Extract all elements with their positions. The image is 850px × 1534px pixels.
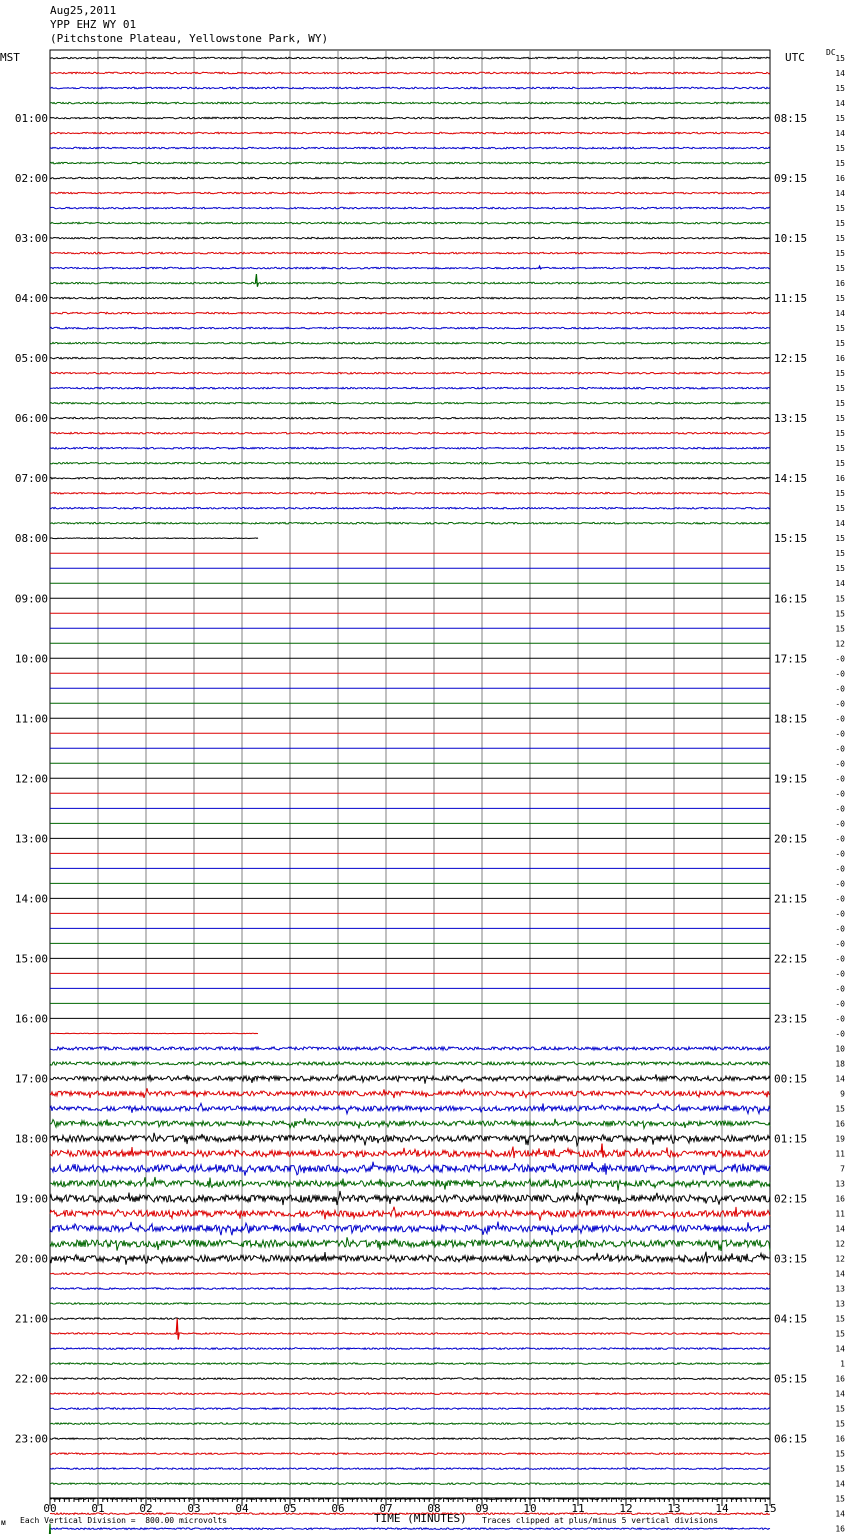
trace-row	[50, 1074, 770, 1083]
mst-hour-label: 04:00	[14, 292, 48, 306]
mst-hour-label: 13:00	[14, 832, 48, 846]
dc-offset-value: 16	[835, 1374, 845, 1384]
x-tick-label: 00	[43, 1502, 57, 1515]
dc-offset-value: 14	[835, 129, 845, 139]
dc-offset-value: 16	[835, 1524, 845, 1534]
utc-hour-label: 21:15	[774, 892, 808, 906]
dc-offset-value: 15	[835, 624, 845, 634]
dc-offset-value: -0	[835, 1029, 845, 1039]
mst-hour-label: 09:00	[14, 592, 48, 606]
x-tick-label: 06	[331, 1502, 345, 1515]
dc-offset-value: 15	[835, 1419, 845, 1429]
trace-row	[50, 1252, 770, 1265]
x-axis-label: TIME (MINUTES)	[374, 1512, 467, 1525]
dc-offset-value: 15	[835, 219, 845, 229]
dc-offset-value: 12	[835, 1239, 845, 1249]
dc-offset-value: 15	[835, 84, 845, 94]
dc-offset-value: -0	[835, 999, 845, 1009]
trace-row	[50, 492, 770, 494]
dc-offset-value: 15	[835, 609, 845, 619]
utc-hour-label: 09:15	[774, 172, 808, 186]
trace-row	[50, 1288, 770, 1290]
dc-offset-value: 1	[840, 1359, 845, 1369]
trace-row	[50, 1453, 770, 1455]
x-tick-label: 10	[523, 1502, 537, 1515]
event-spike	[255, 274, 258, 287]
trace-row	[50, 207, 770, 209]
dc-offset-value: 14	[835, 309, 845, 319]
dc-offset-value: 15	[835, 414, 845, 424]
trace-row	[50, 282, 770, 284]
utc-hour-label: 16:15	[774, 592, 808, 606]
trace-row	[50, 1147, 770, 1159]
utc-hour-label: 02:15	[774, 1192, 808, 1206]
dc-offset-value: -0	[835, 879, 845, 889]
utc-hour-label: 14:15	[774, 472, 808, 486]
trace-row	[50, 222, 770, 224]
trace-row	[50, 372, 770, 374]
dc-offset-value: 19	[835, 1134, 845, 1144]
mst-axis-label: MST	[0, 51, 20, 64]
mst-hour-label: 17:00	[14, 1072, 48, 1086]
trace-row	[50, 1303, 770, 1305]
dc-offset-value: 15	[835, 144, 845, 154]
trace-row	[50, 357, 770, 359]
dc-offset-value: 15	[835, 459, 845, 469]
dc-offset-value: -0	[835, 729, 845, 739]
trace-row	[50, 132, 770, 134]
dc-offset-value: 16	[835, 354, 845, 364]
trace-row	[50, 342, 770, 344]
mst-hour-label: 21:00	[14, 1312, 48, 1326]
trace-row	[50, 462, 770, 464]
utc-hour-label: 20:15	[774, 832, 808, 846]
dc-offset-value: 15	[835, 159, 845, 169]
dc-offset-value: 15	[835, 1449, 845, 1459]
event-spike	[601, 1144, 604, 1158]
dc-offset-value: 15	[835, 1329, 845, 1339]
mst-hour-label: 15:00	[14, 952, 48, 966]
trace-row	[50, 538, 259, 539]
dc-offset-value: 14	[835, 1344, 845, 1354]
trace-row	[50, 312, 770, 314]
trace-row	[50, 1438, 770, 1440]
dc-offset-value: -0	[835, 834, 845, 844]
trace-row	[50, 1103, 770, 1113]
dc-offset-value: -0	[835, 714, 845, 724]
utc-hour-label: 18:15	[774, 712, 808, 726]
dc-offset-value: -0	[835, 684, 845, 694]
plot-frame	[50, 50, 770, 1498]
trace-row	[50, 162, 770, 164]
dc-offset-value: 14	[835, 1509, 845, 1519]
dc-offset-value: 15	[835, 1104, 845, 1114]
mst-hour-label: 14:00	[14, 892, 48, 906]
trace-row	[50, 1033, 259, 1034]
dc-offset-value: -0	[835, 984, 845, 994]
dc-offset-value: 15	[835, 534, 845, 544]
dc-offset-value: 18	[835, 1059, 845, 1069]
dc-offset-value: 14	[835, 519, 845, 529]
trace-row	[50, 402, 770, 404]
dc-offset-value: -0	[835, 954, 845, 964]
utc-hour-label: 06:15	[774, 1432, 808, 1446]
trace-row	[50, 147, 770, 149]
event-spike	[539, 266, 542, 269]
x-tick-label: 01	[91, 1502, 105, 1515]
trace-row	[50, 447, 770, 449]
dc-offset-value: -0	[835, 789, 845, 799]
trace-row	[50, 1348, 770, 1350]
trace-row	[50, 387, 770, 389]
footer-mark: ᴍ	[1, 1518, 6, 1527]
trace-row	[50, 297, 770, 299]
trace-row	[50, 1393, 770, 1395]
mst-hour-label: 07:00	[14, 472, 48, 486]
utc-hour-label: 10:15	[774, 232, 808, 246]
mst-hour-label: 18:00	[14, 1132, 48, 1146]
trace-row	[50, 117, 770, 119]
dc-offset-value: 12	[835, 1254, 845, 1264]
dc-offset-value: -0	[835, 1014, 845, 1024]
trace-row	[50, 1333, 770, 1335]
x-tick-label: 15	[763, 1502, 777, 1515]
utc-hour-label: 15:15	[774, 532, 808, 546]
dc-offset-value: 14	[835, 1074, 845, 1084]
dc-offset-value: 9	[840, 1089, 845, 1099]
trace-row	[50, 1528, 770, 1530]
dc-offset-value: -0	[835, 924, 845, 934]
mst-hour-label: 22:00	[14, 1372, 48, 1386]
trace-row	[50, 1207, 770, 1221]
x-tick-label: 04	[235, 1502, 249, 1515]
dc-offset-value: 16	[835, 1194, 845, 1204]
trace-row	[50, 1162, 770, 1176]
mst-hour-label: 20:00	[14, 1252, 48, 1266]
utc-hour-label: 22:15	[774, 952, 808, 966]
dc-offset-value: 15	[835, 594, 845, 604]
trace-row	[50, 522, 770, 524]
dc-offset-value: -0	[835, 909, 845, 919]
trace-row	[50, 1088, 770, 1098]
utc-hour-label: 04:15	[774, 1312, 808, 1326]
x-tick-label: 12	[619, 1502, 633, 1515]
utc-hour-label: 12:15	[774, 352, 808, 366]
dc-offset-value: -0	[835, 864, 845, 874]
dc-offset-value: -0	[835, 894, 845, 904]
mst-hour-label: 06:00	[14, 412, 48, 426]
dc-offset-value: 15	[835, 54, 845, 63]
dc-offset-value: -0	[835, 774, 845, 784]
trace-row	[50, 1378, 770, 1380]
dc-offset-value: 10	[835, 1044, 845, 1054]
trace-row	[50, 267, 770, 269]
trace-row	[50, 327, 770, 329]
x-tick-label: 07	[379, 1502, 393, 1515]
dc-offset-value: 14	[835, 69, 845, 79]
dc-offset-value: 12	[835, 639, 845, 649]
dc-offset-value: 15	[835, 339, 845, 349]
station-location: (Pitchstone Plateau, Yellowstone Park, WY)	[50, 32, 329, 45]
trace-row	[50, 1318, 770, 1320]
utc-axis-label: UTC	[785, 51, 805, 64]
trace-row	[50, 1177, 770, 1191]
trace-row	[50, 432, 770, 434]
dc-offset-value: 11	[835, 1209, 845, 1219]
trace-row	[50, 1363, 770, 1365]
dc-offset-value: 13	[835, 1284, 845, 1294]
dc-offset-value: 16	[835, 279, 845, 289]
trace-row	[50, 237, 770, 239]
dc-offset-value: 15	[835, 399, 845, 409]
x-tick-label: 09	[475, 1502, 489, 1515]
dc-offset-value: -0	[835, 669, 845, 679]
trace-row	[50, 1483, 770, 1485]
dc-offset-value: -0	[835, 654, 845, 664]
trace-row	[50, 177, 770, 179]
dc-offset-value: 15	[835, 294, 845, 304]
dc-offset-value: 16	[835, 474, 845, 484]
x-tick-label: 08	[427, 1502, 441, 1515]
dc-offset-value: 7	[840, 1164, 845, 1174]
x-tick-label: 13	[667, 1502, 681, 1515]
dc-offset-value: 15	[835, 324, 845, 334]
trace-row	[50, 1423, 770, 1425]
trace-row	[50, 1133, 770, 1146]
trace-row	[50, 1118, 770, 1128]
dc-offset-value: 15	[835, 444, 845, 454]
dc-offset-value: 15	[835, 1314, 845, 1324]
dc-offset-value: -0	[835, 699, 845, 709]
dc-offset-value: 13	[835, 1299, 845, 1309]
dc-offset-value: 16	[835, 1119, 845, 1129]
mst-hour-label: 19:00	[14, 1192, 48, 1206]
mst-hour-label: 23:00	[14, 1432, 48, 1446]
dc-offset-value: 15	[835, 429, 845, 439]
x-tick-label: 02	[139, 1502, 153, 1515]
mst-hour-label: 12:00	[14, 772, 48, 786]
plot-date: Aug25,2011	[50, 4, 117, 17]
dc-offset-value: 14	[835, 1269, 845, 1279]
trace-row	[50, 102, 770, 104]
scale-note: Each Vertical Division = 800.00 microvolts	[20, 1516, 228, 1525]
dc-offset-value: 15	[835, 204, 845, 214]
utc-hour-label: 05:15	[774, 1372, 808, 1386]
x-tick-label: 05	[283, 1502, 297, 1515]
mst-hour-label: 03:00	[14, 232, 48, 246]
dc-offset-value: 15	[835, 1494, 845, 1504]
trace-row	[50, 507, 770, 509]
x-tick-label: 03	[187, 1502, 201, 1515]
trace-row	[50, 1273, 770, 1275]
mst-hour-label: 08:00	[14, 532, 48, 546]
trace-row	[50, 1191, 770, 1205]
trace-row	[50, 57, 770, 59]
dc-offset-value: 15	[835, 549, 845, 559]
mst-hour-label: 10:00	[14, 652, 48, 666]
dc-offset-value: 15	[835, 1464, 845, 1474]
dc-offset-value: -0	[835, 819, 845, 829]
dc-offset-value: -0	[835, 939, 845, 949]
clip-note: Traces clipped at plus/minus 5 vertical divisions	[482, 1516, 719, 1525]
dc-offset-value: 14	[835, 1389, 845, 1399]
mst-hour-label: 05:00	[14, 352, 48, 366]
trace-row	[50, 417, 770, 419]
dc-offset-value: 16	[835, 174, 845, 184]
dc-offset-value: 16	[835, 1434, 845, 1444]
trace-row	[50, 1408, 770, 1410]
station-code: YPP EHZ WY 01	[50, 18, 137, 31]
dc-offset-value: 13	[835, 1179, 845, 1189]
dc-offset-value: 14	[835, 1224, 845, 1234]
x-tick-label: 11	[571, 1502, 585, 1515]
utc-hour-label: 19:15	[774, 772, 808, 786]
dc-offset-value: -0	[835, 744, 845, 754]
utc-hour-label: 01:15	[774, 1132, 808, 1146]
utc-hour-label: 03:15	[774, 1252, 808, 1266]
trace-row	[50, 1047, 770, 1050]
dc-offset-value: 14	[835, 1479, 845, 1489]
trace-row	[50, 1222, 770, 1236]
trace-row	[50, 1237, 770, 1251]
mst-hour-label: 16:00	[14, 1012, 48, 1026]
dc-offset-value: 15	[835, 564, 845, 574]
dc-offset-value: 15	[835, 249, 845, 259]
dc-offset-value: 14	[835, 579, 845, 589]
dc-offset-value: 15	[835, 114, 845, 124]
dc-offset-value: 15	[835, 264, 845, 274]
trace-row	[50, 87, 770, 89]
trace-row	[50, 192, 770, 194]
utc-hour-label: 11:15	[774, 292, 808, 306]
dc-offset-value: 15	[835, 369, 845, 379]
event-spike	[176, 1319, 179, 1340]
mst-hour-label: 11:00	[14, 712, 48, 726]
x-tick-label: 14	[715, 1502, 729, 1515]
dc-offset-value: -0	[835, 759, 845, 769]
dc-offset-value: 15	[835, 1404, 845, 1414]
trace-row	[50, 477, 770, 479]
trace-row	[50, 1062, 770, 1065]
mst-hour-label: 01:00	[14, 112, 48, 126]
utc-hour-label: 17:15	[774, 652, 808, 666]
dc-offset-value: 15	[835, 504, 845, 514]
dc-offset-value: 15	[835, 489, 845, 499]
dc-offset-value: -0	[835, 804, 845, 814]
utc-hour-label: 00:15	[774, 1072, 808, 1086]
dc-offset-value: 15	[835, 234, 845, 244]
trace-row	[50, 1468, 770, 1470]
dc-offset-value: 11	[835, 1149, 845, 1159]
utc-hour-label: 08:15	[774, 112, 808, 126]
dc-label: DC	[826, 48, 836, 57]
dc-offset-value: 15	[835, 384, 845, 394]
dc-offset-value: -0	[835, 849, 845, 859]
utc-hour-label: 23:15	[774, 1012, 808, 1026]
utc-hour-label: 13:15	[774, 412, 808, 426]
mst-hour-label: 02:00	[14, 172, 48, 186]
dc-offset-value: -0	[835, 969, 845, 979]
trace-row	[50, 72, 770, 74]
trace-row	[50, 252, 770, 254]
dc-offset-value: 14	[835, 99, 845, 109]
dc-offset-value: 14	[835, 189, 845, 199]
